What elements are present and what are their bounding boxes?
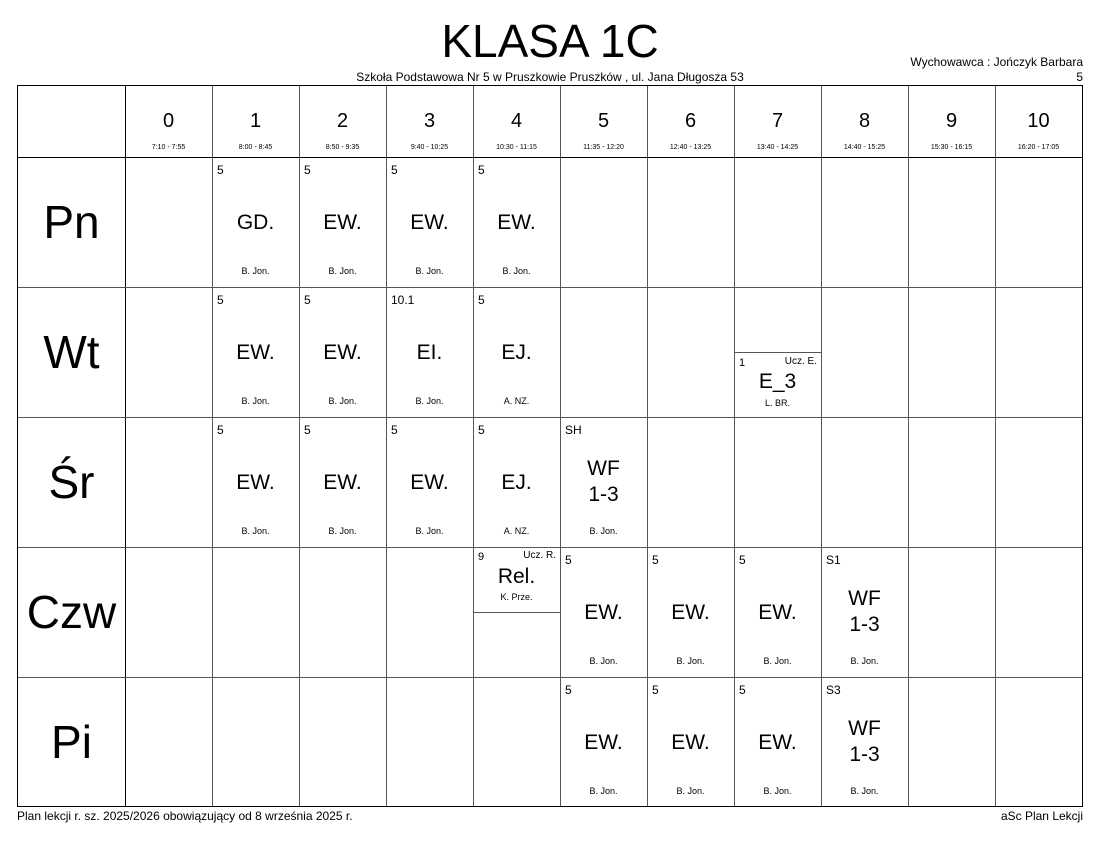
- lesson-cell: [473, 157, 560, 287]
- teacher: B. Jon.: [328, 396, 357, 406]
- teacher: B. Jon.: [850, 786, 879, 796]
- period-header: [560, 86, 647, 158]
- period-time: 7:10 - 7:55: [151, 144, 186, 151]
- period-number: 4: [510, 110, 523, 132]
- teacher: B. Jon.: [676, 656, 705, 666]
- period-header: [821, 86, 908, 158]
- room-number: 5: [391, 163, 398, 177]
- period-number: 2: [336, 110, 349, 132]
- page-number: 5: [1076, 70, 1083, 84]
- teacher: B. Jon.: [415, 266, 444, 276]
- period-time: 13:40 - 14:25: [756, 144, 799, 151]
- day-label: Pn: [43, 196, 100, 248]
- school-name: Szkoła Podstawowa Nr 5 w Pruszkowie Pruszków , ul. Jana Długosza 53: [356, 70, 744, 84]
- teacher: B. Jon.: [241, 526, 270, 536]
- grid-line: [995, 86, 996, 806]
- period-header: [908, 86, 995, 158]
- subject: WF: [848, 717, 881, 740]
- lesson-cell: [212, 287, 299, 417]
- lesson-cell: [386, 157, 473, 287]
- room-number: 10.1: [391, 293, 415, 307]
- lesson-cell: [473, 417, 560, 547]
- subject: WF: [587, 457, 620, 480]
- subject: E_3: [758, 370, 797, 393]
- room-number: SH: [565, 423, 582, 437]
- lesson-cell: [647, 547, 734, 677]
- room-number: 5: [652, 553, 659, 567]
- lesson-cell: [821, 677, 908, 807]
- group-lesson-cell: [473, 547, 560, 613]
- subject: EW.: [236, 341, 275, 364]
- room-number: S3: [826, 683, 841, 697]
- teacher: B. Jon.: [589, 786, 618, 796]
- room-number: 5: [739, 683, 746, 697]
- lesson-cell: [560, 417, 647, 547]
- subject: EW.: [497, 211, 536, 234]
- room-number: 9: [478, 551, 485, 563]
- room-number: 5: [739, 553, 746, 567]
- page-title: KLASA 1C: [441, 15, 659, 67]
- period-number: 0: [162, 110, 175, 132]
- teacher: B. Jon.: [676, 786, 705, 796]
- room-number: 5: [217, 423, 224, 437]
- lesson-cell: [560, 547, 647, 677]
- day-label: Śr: [48, 456, 95, 508]
- period-number: 1: [249, 110, 262, 132]
- subject: EW.: [323, 211, 362, 234]
- teacher: B. Jon.: [763, 786, 792, 796]
- room-number: 5: [478, 423, 485, 437]
- period-time: 8:50 - 9:35: [325, 144, 360, 151]
- day-label: Pi: [51, 716, 92, 768]
- room-number: 5: [478, 293, 485, 307]
- period-header: [734, 86, 821, 158]
- subject: EW.: [236, 471, 275, 494]
- room-number: 5: [304, 423, 311, 437]
- student-group: Ucz. R.: [523, 550, 556, 561]
- room-number: 5: [304, 163, 311, 177]
- subject: EW.: [410, 211, 449, 234]
- subject-group: 1-3: [849, 743, 880, 766]
- lesson-cell: [212, 417, 299, 547]
- period-time: 16:20 - 17:05: [1017, 144, 1060, 151]
- teacher: B. Jon.: [589, 656, 618, 666]
- teacher: A. NZ.: [503, 526, 530, 536]
- grid-line: [18, 677, 1082, 678]
- period-number: 6: [684, 110, 697, 132]
- timetable-grid: [17, 85, 1083, 807]
- period-time: 8:00 - 8:45: [238, 144, 273, 151]
- period-header: [995, 86, 1082, 158]
- period-header: [299, 86, 386, 158]
- lesson-cell: [647, 677, 734, 807]
- period-number: 5: [597, 110, 610, 132]
- lesson-cell: [212, 157, 299, 287]
- room-number: 5: [391, 423, 398, 437]
- period-header: [125, 86, 212, 158]
- period-time: 12:40 - 13:25: [669, 144, 712, 151]
- lesson-cell: [386, 287, 473, 417]
- student-group: Ucz. E.: [784, 356, 817, 367]
- subject: EW.: [584, 731, 623, 754]
- subject: EW.: [584, 601, 623, 624]
- period-number: 9: [945, 110, 958, 132]
- room-number: 5: [565, 553, 572, 567]
- period-number: 10: [1027, 110, 1050, 132]
- subject: WF: [848, 587, 881, 610]
- teacher: B. Jon.: [589, 526, 618, 536]
- room-number: 5: [652, 683, 659, 697]
- lesson-cell: [299, 417, 386, 547]
- period-header: [386, 86, 473, 158]
- lesson-cell: [299, 157, 386, 287]
- subject: EJ.: [501, 341, 532, 364]
- teacher: B. Jon.: [502, 266, 531, 276]
- period-time: 14:40 - 15:25: [843, 144, 886, 151]
- lesson-cell: [560, 677, 647, 807]
- period-number: 8: [858, 110, 871, 132]
- lesson-cell: [734, 677, 821, 807]
- teacher: B. Jon.: [241, 266, 270, 276]
- lesson-cell: [473, 287, 560, 417]
- day-label: Wt: [43, 326, 100, 378]
- footer-validity-note: Plan lekcji r. sz. 2025/2026 obowiązujący od 8 września 2025 r.: [17, 809, 353, 823]
- footer-app-name: aSc Plan Lekcji: [1000, 809, 1083, 823]
- grid-line: [908, 86, 909, 806]
- teacher: B. Jon.: [415, 526, 444, 536]
- subject: Rel.: [497, 565, 536, 588]
- class-tutor: Wychowawca : Jończyk Barbara: [910, 55, 1083, 69]
- subject: EW.: [671, 601, 710, 624]
- room-number: 5: [304, 293, 311, 307]
- period-number: 3: [423, 110, 436, 132]
- period-time: 10:30 - 11:15: [496, 144, 537, 151]
- teacher: B. Jon.: [763, 656, 792, 666]
- grid-line: [125, 86, 126, 806]
- group-lesson-cell: [734, 352, 821, 417]
- period-time: 11:35 - 12:20: [583, 144, 624, 151]
- period-header: [473, 86, 560, 158]
- day-label: Czw: [26, 586, 117, 638]
- teacher: B. Jon.: [241, 396, 270, 406]
- subject: EW.: [758, 731, 797, 754]
- subject-group: 1-3: [588, 483, 619, 506]
- subject: EW.: [758, 601, 797, 624]
- room-number: 5: [217, 293, 224, 307]
- room-number: 5: [217, 163, 224, 177]
- teacher: B. Jon.: [415, 396, 444, 406]
- subject: EW.: [323, 471, 362, 494]
- subject: EI.: [416, 341, 443, 364]
- teacher: B. Jon.: [328, 266, 357, 276]
- period-header: [647, 86, 734, 158]
- lesson-cell: [386, 417, 473, 547]
- lesson-cell: [734, 547, 821, 677]
- teacher: B. Jon.: [850, 656, 879, 666]
- period-header: [212, 86, 299, 158]
- period-time: 9:40 - 10:25: [410, 144, 449, 151]
- period-number: 7: [771, 110, 784, 132]
- subject: EW.: [323, 341, 362, 364]
- subject: EW.: [410, 471, 449, 494]
- lesson-cell: [299, 287, 386, 417]
- period-time: 15:30 - 16:15: [930, 144, 973, 151]
- subject-group: 1-3: [849, 613, 880, 636]
- lesson-cell: [821, 547, 908, 677]
- room-number: S1: [826, 553, 841, 567]
- subject: EJ.: [501, 471, 532, 494]
- teacher: K. Prze.: [500, 592, 533, 602]
- room-number: 5: [565, 683, 572, 697]
- subject: EW.: [671, 731, 710, 754]
- room-number: 5: [478, 163, 485, 177]
- teacher: L. BR.: [764, 398, 790, 408]
- subject: GD.: [236, 211, 275, 234]
- teacher: B. Jon.: [328, 526, 357, 536]
- teacher: A. NZ.: [503, 396, 530, 406]
- room-number: 1: [739, 357, 746, 369]
